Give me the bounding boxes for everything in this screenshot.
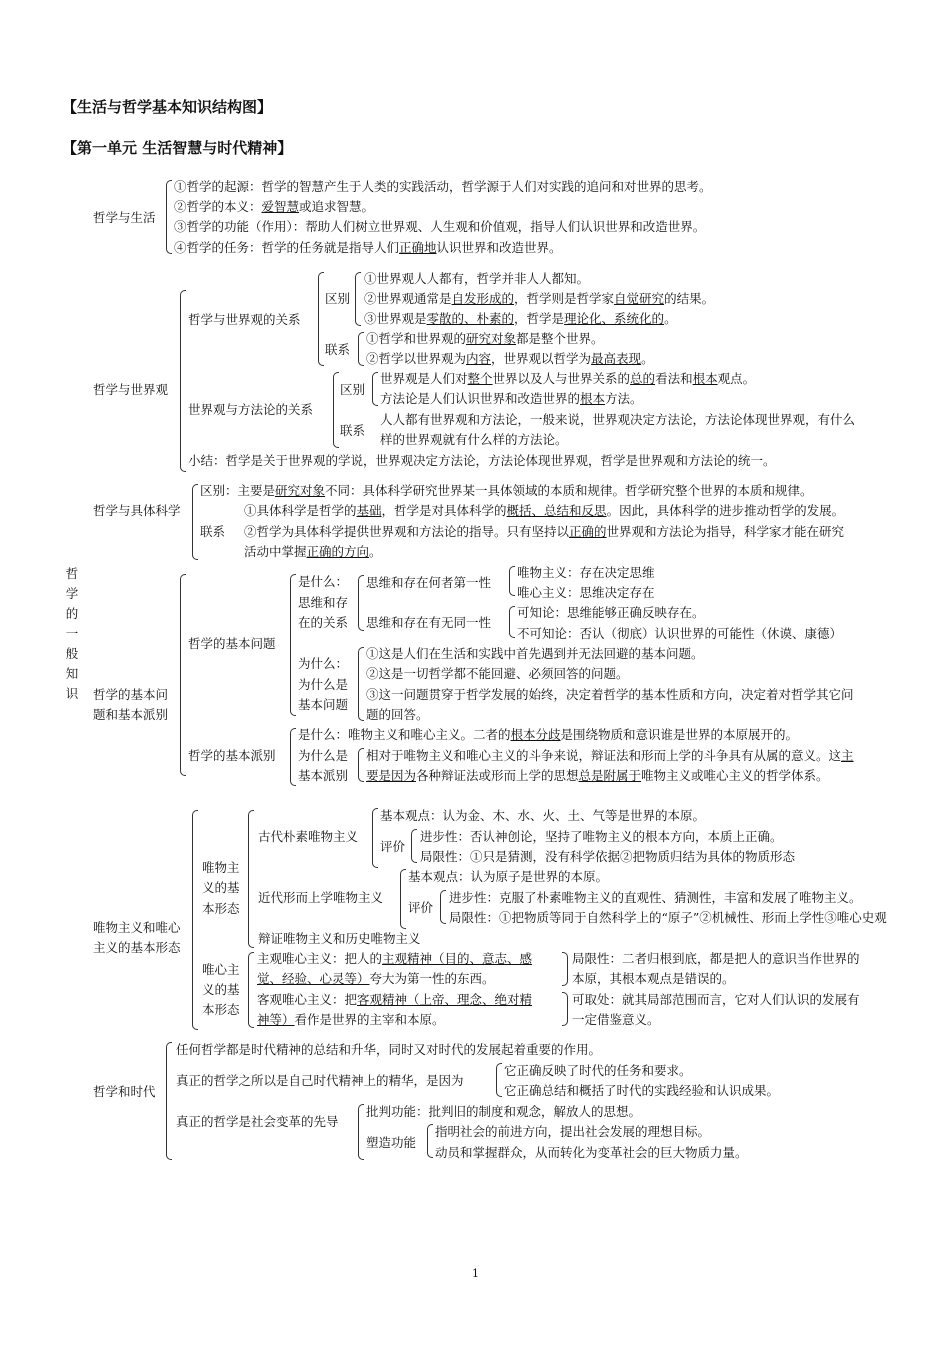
text-line: 义的基 xyxy=(202,982,240,997)
label-difference: 区别 xyxy=(325,291,351,306)
text-line: 一定借鉴意义。 xyxy=(572,1012,660,1027)
text-line: 可知论：思维能够正确反映存在。 xyxy=(517,605,705,620)
text-line: 动员和掌握群众，从而转化为变革社会的巨大物质力量。 xyxy=(435,1145,748,1160)
text-line: 为什么是 xyxy=(298,748,349,763)
section-label-philosophy-era: 哲学和时代 xyxy=(93,1084,156,1099)
text-line: 进步性：否认神创论，坚持了唯物主义的根本方向，本质上正确。 xyxy=(420,829,783,844)
sub-label: 哲学的基本派别 xyxy=(188,748,276,763)
brace xyxy=(440,890,446,924)
text-line: 为什么： xyxy=(298,656,349,671)
brace xyxy=(192,810,198,1030)
text-line: 指明社会的前进方向，提出社会发展的理想目标。 xyxy=(435,1124,711,1139)
brace xyxy=(166,180,172,254)
text-line: 塑造功能 xyxy=(366,1135,417,1150)
text-line: 是什么：唯物主义和唯心主义。二者的根本分歧是围绕物质和意识谁是世界的本原展开的。 xyxy=(298,727,799,742)
text-line: 主观唯心主义：把人的主观精神（目的、意志、感 xyxy=(257,951,533,966)
brace-right xyxy=(562,952,568,986)
text-line: ①哲学的起源：哲学的智慧产生于人类的实践活动，哲学源于人们对实践的追问和对世界的思考。 xyxy=(174,179,712,194)
brace xyxy=(358,647,364,721)
text-line: 思维和存在有无同一性 xyxy=(366,615,492,630)
section-label-philosophy-science: 哲学与具体科学 xyxy=(93,503,181,518)
text-line: 唯心主义：思维决定存在 xyxy=(517,585,655,600)
label-connection: 联系 xyxy=(200,524,226,539)
label-evaluation: 评价 xyxy=(408,900,434,915)
brace xyxy=(355,272,361,326)
section-label-philosophy-life: 哲学与生活 xyxy=(93,210,156,225)
brace xyxy=(427,1124,433,1158)
side-label: 哲学的一般知识 xyxy=(65,566,79,701)
text-line: ③哲学的功能（作用）：帮助人们树立世界观、人生观和价值观，指导人们认识世界和改造世界。 xyxy=(174,219,706,234)
text-line: 真正的哲学之所以是自己时代精神上的精华，是因为 xyxy=(176,1073,464,1088)
unit-title: 【第一单元 生活智慧与时代精神】 xyxy=(62,139,293,157)
brace xyxy=(290,728,296,786)
text-line: 本形态 xyxy=(202,1002,240,1017)
section-label-basic-question-2: 题和基本派别 xyxy=(93,707,169,722)
text-line: 基本观点：认为原子是世界的本原。 xyxy=(408,869,609,884)
brace xyxy=(509,606,515,638)
text-line: 局限性：二者归根到底，都是把人的意识当作世界的 xyxy=(572,951,860,966)
brace xyxy=(358,748,364,782)
text-line: 真正的哲学是社会变革的先导 xyxy=(176,1114,339,1129)
text-line: ①世界观人人都有，哲学并非人人都知。 xyxy=(364,271,590,286)
brace xyxy=(358,332,364,366)
brace xyxy=(358,1104,364,1160)
text-line: 局限性：①把物质等同于自然科学上的“原子”②机械性、形而上学性③唯心史观 xyxy=(449,910,887,925)
text-line: 人人都有世界观和方法论，一般来说，世界观决定方法论，方法论体现世界观，有什么 xyxy=(380,412,856,427)
section-label-philosophy-worldview: 哲学与世界观 xyxy=(93,382,169,397)
text-line: 在的关系 xyxy=(298,615,349,630)
brace xyxy=(166,1042,172,1160)
text-line: 近代形而上学唯物主义 xyxy=(258,890,384,905)
text-line: ②哲学的本义：爱智慧或追求智慧。 xyxy=(174,199,375,214)
text-line: 题的回答。 xyxy=(366,707,429,722)
text-line: 义的基 xyxy=(202,880,240,895)
page-number: 1 xyxy=(472,1267,479,1280)
text-line: ②哲学为具体科学提供世界观和方法论的指导。只有坚持以正确的世界观和方法论为指导，科学家才能在研究 xyxy=(244,524,845,539)
text-line: 局限性：①只是猜测，没有科学依据②把物质归结为具体的物质形态 xyxy=(420,849,796,864)
text-line: 世界观是人们对整个世界以及人与世界关系的总的看法和根本观点。 xyxy=(380,371,756,386)
section-label-basic-question: 哲学的基本问 xyxy=(93,687,169,702)
text-line: 相对于唯物主义和唯心主义的斗争来说，辩证法和形而上学的斗争具有从属的意义。这主 xyxy=(366,748,854,763)
brace xyxy=(180,290,186,472)
sub-label: 哲学的基本问题 xyxy=(188,636,276,651)
text-line: 要是因为各种辩证法或形而上学的思想总是附属于唯物主义或唯心主义的哲学体系。 xyxy=(366,768,829,783)
text-line: 是什么： xyxy=(298,574,349,589)
brace-right xyxy=(562,992,568,1026)
label-evaluation: 评价 xyxy=(380,839,406,854)
brace xyxy=(411,829,417,863)
brace xyxy=(248,810,254,948)
brace xyxy=(333,372,339,448)
text-line: ③这一问题贯穿于哲学发展的始终，决定着哲学的基本性质和方向，决定着对哲学其它问 xyxy=(366,687,854,702)
text-line: 方法论是人们认识世界和改造世界的根本方法。 xyxy=(380,391,643,406)
text-line: 古代朴素唯物主义 xyxy=(258,829,359,844)
text-line: 觉、经验、心灵等）夸大为第一性的东西。 xyxy=(257,971,495,986)
text-line: 它正确反映了时代的任务和要求。 xyxy=(504,1063,692,1078)
text-line: ②这是一切哲学都不能回避、必须回答的问题。 xyxy=(366,666,629,681)
brace xyxy=(290,574,296,716)
text-line: 基本派别 xyxy=(298,768,349,783)
text-line: ②哲学以世界观为内容，世界观以哲学为最高表现。 xyxy=(366,351,654,366)
label-connection: 联系 xyxy=(340,423,366,438)
text-line: 思维和存 xyxy=(298,595,349,610)
section-label-forms: 唯物主义和唯心 xyxy=(93,920,181,935)
brace xyxy=(318,272,324,366)
text-line: 唯心主 xyxy=(202,962,240,977)
text-line: 区别：主要是研究对象不同：具体科学研究世界某一具体领域的本质和规律。哲学研究整个世界的本质和规律。 xyxy=(200,483,813,498)
text-line: 样的世界观就有什么样的方法论。 xyxy=(380,432,568,447)
sub-label: 哲学与世界观的关系 xyxy=(188,312,301,327)
brace xyxy=(248,952,254,1028)
section-label-forms-2: 主义的基本形态 xyxy=(93,940,181,955)
sub-label: 世界观与方法论的关系 xyxy=(188,402,314,417)
brace xyxy=(192,484,198,560)
text-line: 客观唯心主义：把客观精神（上帝、理念、绝对精 xyxy=(257,992,533,1007)
label-connection: 联系 xyxy=(325,342,351,357)
text-line: ①哲学和世界观的研究对象都是整个世界。 xyxy=(366,331,604,346)
brace xyxy=(509,566,515,596)
text-line: 唯物主 xyxy=(202,860,240,875)
text-line: 基本观点：认为金、木、水、火、土、气等是世界的本原。 xyxy=(380,808,706,823)
page-title: 【生活与哲学基本知识结构图】 xyxy=(62,98,273,116)
brace xyxy=(372,808,378,868)
summary-line: 小结：哲学是关于世界观的学说，世界观决定方法论，方法论体现世界观，哲学是世界观和方法论的统一。 xyxy=(188,453,776,468)
text-line: 进步性：克服了朴素唯物主义的直观性、猜测性，丰富和发展了唯物主义。 xyxy=(449,890,862,905)
brace xyxy=(400,869,406,929)
brace xyxy=(358,575,364,631)
text-line: 辩证唯物主义和历史唯物主义 xyxy=(258,931,421,946)
text-line: 唯物主义：存在决定思维 xyxy=(517,565,655,580)
text-line: 神等）看作是世界的主宰和本原。 xyxy=(257,1012,445,1027)
text-line: 为什么是 xyxy=(298,677,349,692)
text-line: 本原，其根本观点是错误的。 xyxy=(572,971,735,986)
text-line: 活动中掌握正确的方向。 xyxy=(244,544,382,559)
text-line: 本形态 xyxy=(202,901,240,916)
text-line: 基本问题 xyxy=(298,697,349,712)
label-difference: 区别 xyxy=(340,382,366,397)
text-line: ①具体科学是哲学的基础，哲学是对具体科学的概括、总结和反思。因此，具体科学的进步推动哲学的发展。 xyxy=(244,503,845,518)
brace xyxy=(372,372,378,406)
text-line: 批判功能：批判旧的制度和观念，解放人的思想。 xyxy=(366,1104,642,1119)
text-line: 不可知论：否认（彻底）认识世界的可能性（休谟、康德） xyxy=(517,626,843,641)
text-line: ①这是人们在生活和实践中首先遇到并无法回避的基本问题。 xyxy=(366,646,704,661)
text-line: 它正确总结和概括了时代的实践经验和认识成果。 xyxy=(504,1083,780,1098)
brace xyxy=(496,1063,502,1097)
text-line: 可取处：就其局部范围而言，它对人们认识的发展有 xyxy=(572,992,860,1007)
text-line: ③世界观是零散的、朴素的，哲学是理论化、系统化的。 xyxy=(364,311,677,326)
text-line: 思维和存在何者第一性 xyxy=(366,575,492,590)
text-line: ②世界观通常是自发形成的，哲学则是哲学家自觉研究的结果。 xyxy=(364,291,715,306)
text-line: 任何哲学都是时代精神的总结和升华，同时又对时代的发展起着重要的作用。 xyxy=(176,1042,602,1057)
text-line: ④哲学的任务：哲学的任务就是指导人们正确地认识世界和改造世界。 xyxy=(174,240,562,255)
brace xyxy=(180,574,186,776)
